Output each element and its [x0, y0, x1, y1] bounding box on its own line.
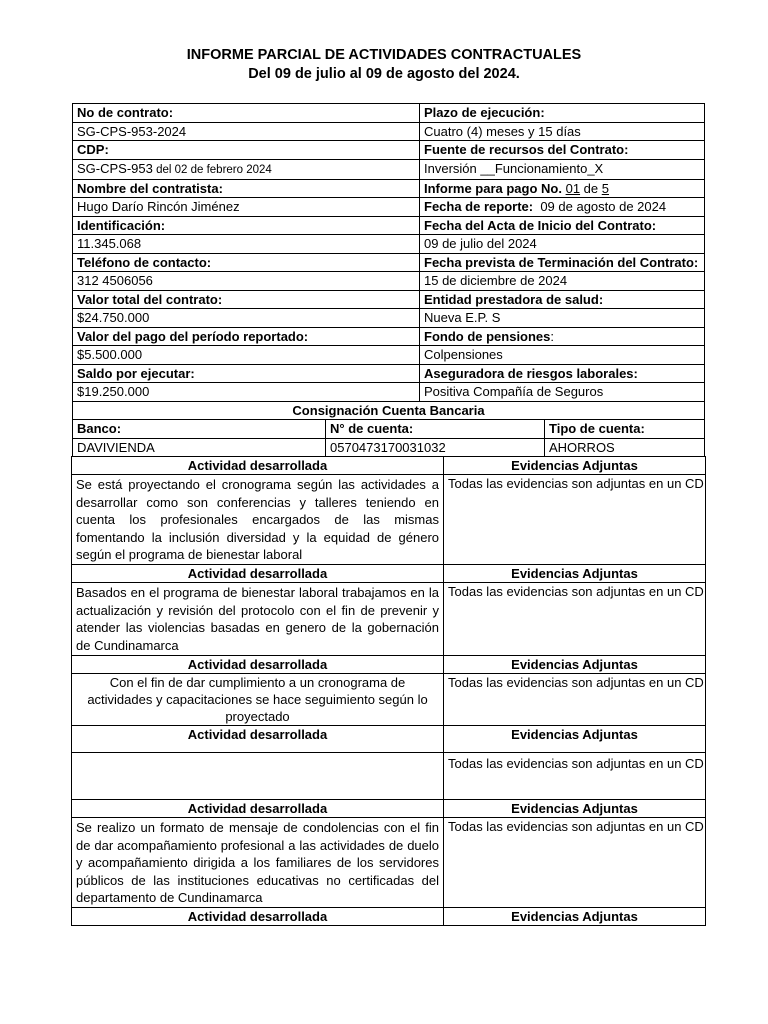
evidence-text: Todas las evidencias son adjuntas en un CD: [444, 818, 706, 908]
cuenta-label: N° de cuenta:: [326, 420, 545, 439]
activity-header: Actividad desarrollada: [72, 800, 444, 818]
cdp-label: CDP:: [73, 141, 420, 160]
table-row: [72, 800, 706, 818]
valor-pago-value: $5.500.000: [73, 346, 420, 365]
table-row: [73, 383, 705, 402]
terminacion-label: Fecha prevista de Terminación del Contrato:: [420, 253, 705, 272]
pension-label-cell: [420, 327, 705, 346]
activity-description: Se realizo un formato de mensaje de condolencias con el fin de dar acompañamiento profesional a las actividades de duelo y acompañamiento dirigida a los familiares de los servidores públicos de las instituciones educativas no certificadas del departamento de Cundinamarca: [72, 818, 444, 908]
saldo-label: Saldo por ejecutar:: [73, 364, 420, 383]
activities-table: [71, 456, 706, 926]
table-row: [72, 818, 706, 908]
valor-total-value: $24.750.000: [73, 309, 420, 328]
activity-header: Actividad desarrollada: [72, 457, 444, 475]
activity-header: Actividad desarrollada: [72, 565, 444, 583]
banco-value: DAVIVIENDA: [73, 438, 326, 457]
table-row: [72, 908, 706, 926]
report-period: Del 09 de julio al 09 de agosto del 2024.: [248, 66, 520, 82]
table-row: [73, 122, 705, 141]
table-row: [72, 753, 706, 800]
banco-label: Banco:: [73, 420, 326, 439]
evidence-text: Todas las evidencias son adjuntas en un CD: [444, 674, 706, 726]
table-row: [73, 235, 705, 254]
informe-total: 5: [601, 180, 609, 196]
table-row: [72, 475, 706, 565]
pension-colon: :: [550, 328, 555, 344]
activity-header: Actividad desarrollada: [72, 908, 444, 926]
report-title: INFORME PARCIAL DE ACTIVIDADES CONTRACTUALES: [186, 47, 582, 63]
cdp-date: del 02 de febrero 2024: [152, 163, 272, 176]
table-row: [73, 159, 705, 179]
cuenta-value: 0570473170031032: [326, 438, 545, 457]
reporte-cell: [420, 198, 705, 217]
reporte-label: Fecha de reporte:: [424, 199, 534, 214]
evidence-header: Evidencias Adjuntas: [444, 457, 706, 475]
eps-label: Entidad prestadora de salud:: [420, 290, 705, 309]
activity-header: Actividad desarrollada: [72, 656, 444, 674]
evidence-text: Todas las evidencias son adjuntas en un CD: [444, 583, 706, 656]
contratista-label: Nombre del contratista:: [73, 179, 420, 198]
identificacion-label: Identificación:: [73, 216, 420, 235]
identificacion-value: 11.345.068: [73, 235, 420, 254]
activity-description: Con el fin de dar cumplimiento a un cronograma de actividades y capacitaciones se hace seguimiento según lo proyectado: [72, 674, 444, 726]
valor-total-label: Valor total del contrato:: [73, 290, 420, 309]
evidence-text: Todas las evidencias son adjuntas en un CD: [444, 475, 706, 565]
table-row: [73, 290, 705, 309]
acta-value: 09 de julio del 2024: [420, 235, 705, 254]
cdp-value: [73, 159, 420, 179]
pension-label: Fondo de pensiones: [424, 328, 551, 344]
evidence-header: Evidencias Adjuntas: [444, 726, 706, 753]
table-row: [73, 327, 705, 346]
evidence-header: Evidencias Adjuntas: [444, 800, 706, 818]
contract-info-table: [72, 103, 705, 457]
eps-value: Nueva E.P. S: [420, 309, 705, 328]
table-row: [73, 309, 705, 328]
table-row: [72, 457, 706, 475]
table-row: [73, 272, 705, 291]
table-row: [72, 656, 706, 674]
evidence-header: Evidencias Adjuntas: [444, 908, 706, 926]
telefono-label: Teléfono de contacto:: [73, 253, 420, 272]
plazo-value: Cuatro (4) meses y 15 días: [420, 122, 705, 141]
reporte-value: 09 de agosto de 2024: [533, 199, 667, 214]
evidence-header: Evidencias Adjuntas: [444, 565, 706, 583]
table-row: [73, 253, 705, 272]
activity-description: Basados en el programa de bienestar laboral trabajamos en la actualización y revisión del protocolo con el fin de prevenir y atender las violencias basadas en genero de la gobernación de Cundinamarca: [72, 583, 444, 656]
table-row: [73, 364, 705, 383]
table-row: [73, 198, 705, 217]
informe-number: 01: [565, 180, 581, 196]
table-row: [72, 565, 706, 583]
cdp-number: SG-CPS-953: [77, 160, 153, 176]
table-row: [73, 420, 705, 439]
table-row: [73, 141, 705, 160]
informe-pago-cell: [420, 179, 705, 198]
activity-description: Se está proyectando el cronograma según las actividades a desarrollar como son conferencias y talleres teniendo en cuenta los profesionales encargados de las mismas fomentando la inclusión diversidad y la equidad de género según el programa de bienestar laboral: [72, 475, 444, 565]
arl-value: Positiva Compañía de Seguros: [420, 383, 705, 402]
contratista-value: Hugo Darío Rincón Jiménez: [73, 198, 420, 217]
table-row: [73, 401, 705, 420]
bank-section-label: Consignación Cuenta Bancaria: [73, 401, 705, 420]
terminacion-value: 15 de diciembre de 2024: [420, 272, 705, 291]
table-row: [73, 346, 705, 365]
tipo-label: Tipo de cuenta:: [545, 420, 705, 439]
fuente-label: Fuente de recursos del Contrato:: [420, 141, 705, 160]
telefono-value: 312 4506056: [73, 272, 420, 291]
plazo-label: Plazo de ejecución:: [420, 104, 705, 123]
evidence-header: Evidencias Adjuntas: [444, 656, 706, 674]
activity-description: [72, 753, 444, 800]
table-row: [72, 583, 706, 656]
table-row: [73, 104, 705, 123]
valor-pago-label: Valor del pago del período reportado:: [73, 327, 420, 346]
informe-label: Informe para pago No.: [424, 180, 562, 196]
activity-header: Actividad desarrollada: [72, 726, 444, 753]
arl-label: Aseguradora de riesgos laborales:: [420, 364, 705, 383]
table-row: [73, 179, 705, 198]
tipo-value: AHORROS: [545, 438, 705, 457]
informe-de: de: [580, 180, 602, 196]
table-row: [72, 726, 706, 753]
contrato-label: No de contrato:: [73, 104, 420, 123]
acta-label: Fecha del Acta de Inicio del Contrato:: [420, 216, 705, 235]
contrato-value: SG-CPS-953-2024: [73, 122, 420, 141]
table-row: [72, 674, 706, 726]
fuente-value: Inversión __Funcionamiento_X: [420, 159, 705, 179]
table-row: [73, 216, 705, 235]
evidence-text: Todas las evidencias son adjuntas en un CD: [444, 753, 706, 800]
table-row: [73, 438, 705, 457]
saldo-value: $19.250.000: [73, 383, 420, 402]
pension-value: Colpensiones: [420, 346, 705, 365]
